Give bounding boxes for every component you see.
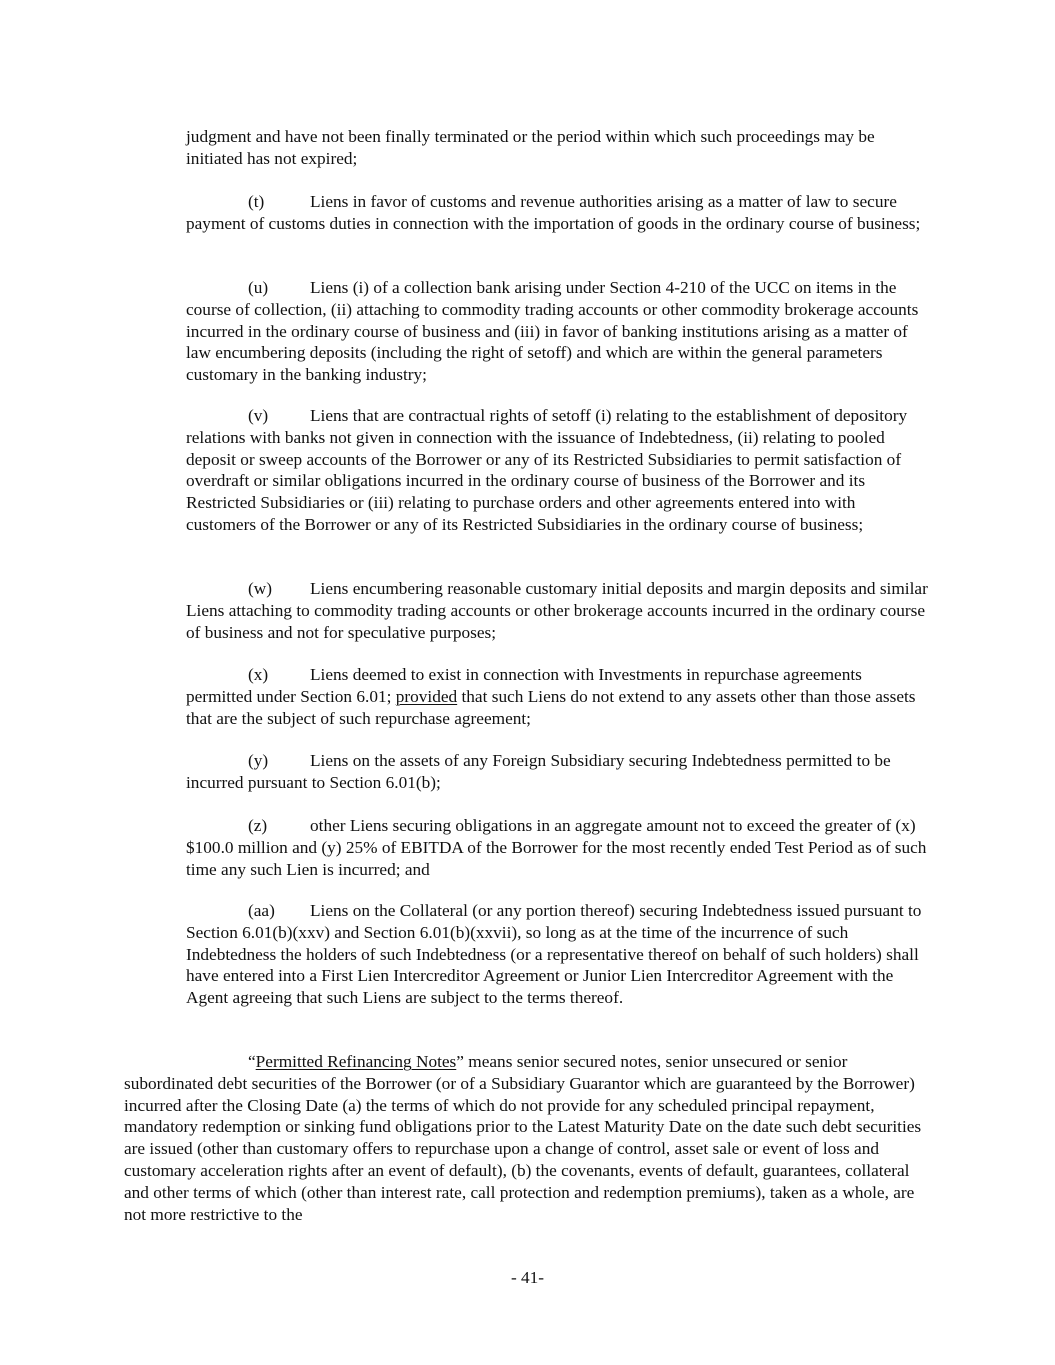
clause-label: (x)	[248, 665, 269, 684]
clause-text: Liens on the Collateral (or any portion thereof) securing Indebtedness issued pursuant to Section 6.01(b)(xxv) and Section 6.01(b)(xxvii), so long as at the time of the incurrence of such Indebtedness the holders of such Indebtedness (or a representative thereof on behalf of such holders) shall have entered into a First Lien Intercreditor Agreement or Junior Lien Intercreditor Agreement with the Agent agreeing that such Liens are subject to the terms thereof.	[186, 901, 922, 1008]
clause-y	[186, 750, 928, 794]
page-number: - 41-	[510, 1268, 545, 1287]
clause-text: Liens (i) of a collection bank arising under Section 4-210 of the UCC on items in the course of collection, (ii) attaching to commodity trading accounts or other commodity brokerage accounts incurred in the ordinary course of business and (iii) in favor of banking institutions arising as a matter of law encumbering deposits (including the right of setoff) and which are within the general parameters customary in the banking industry;	[186, 278, 919, 385]
clause-text: Liens in favor of customs and revenue authorities arising as a matter of law to secure payment of customs duties in connection with the importation of goods in the ordinary course of business;	[186, 192, 921, 233]
clause-z	[186, 815, 928, 880]
clause-t	[186, 191, 928, 235]
clause-label: (v)	[248, 406, 269, 425]
clause-u	[186, 277, 928, 386]
clause-aa	[186, 900, 928, 1009]
clause-label: (aa)	[248, 901, 275, 920]
clause-text: Liens encumbering reasonable customary initial deposits and margin deposits and similar Liens attaching to commodity trading accounts or other brokerage accounts incurred in the ordinary course of business and not for speculative purposes;	[186, 579, 928, 642]
clause-w	[186, 578, 928, 643]
close-quote: ”	[456, 1052, 464, 1071]
clause-text-continued: that such Liens do not extend to any assets other than those assets that are the subject of such repurchase agreement;	[186, 686, 916, 728]
defined-term: Permitted Refinancing Notes	[255, 1052, 457, 1071]
intro-paragraph	[186, 126, 928, 170]
clause-label: (y)	[248, 751, 269, 770]
intro-text: judgment and have not been finally terminated or the period within which such proceedings may be initiated has not expired;	[186, 127, 875, 168]
clause-text: Liens that are contractual rights of setoff (i) relating to the establishment of depository relations with banks not given in connection with the issuance of Indebtedness, (ii) relating to pooled deposit or sweep accounts of the Borrower or any of its Restricted Subsidiaries to permit satisfaction of overdraft or similar obligations incurred in the ordinary course of business of the Borrower and its Restricted Subsidiaries or (iii) relating to purchase orders and other agreements entered into with customers of the Borrower or any of its Restricted Subsidiaries in the ordinary course of business;	[186, 406, 908, 534]
clause-text: Liens on the assets of any Foreign Subsidiary securing Indebtedness permitted to be incurred pursuant to Section 6.01(b);	[186, 751, 891, 792]
definition-permitted-refinancing-notes	[124, 1051, 928, 1225]
clause-label: (z)	[248, 816, 268, 835]
clause-text: Liens deemed to exist in connection with Investments in repurchase agreements permitted under Section 6.01;	[186, 665, 862, 706]
clause-text: other Liens securing obligations in an aggregate amount not to exceed the greater of (x) $100.0 million and (y) 25% of EBITDA of the Borrower for the most recently ended Test Period as of such time any such Lien is incurred; and	[186, 816, 927, 879]
clause-label: (t)	[248, 192, 265, 211]
definition-text: means senior secured notes, senior unsecured or senior subordinated debt securities of the Borrower (or of a Subsidiary Guarantor which are guaranteed by the Borrower) incurred after the Closing Date (a) the terms of which do not provide for any scheduled principal repayment, mandatory redemption or sinking fund obligations prior to the Latest Maturity Date on the date such debt securities are issued (other than customary offers to repurchase upon a change of control, asset sale or event of loss and customary acceleration rights after an event of default), (b) the covenants, events of default, guarantees, collateral and other terms of which (other than interest rate, call protection and redemption premiums), taken as a whole, are not more restrictive to the	[124, 1052, 922, 1224]
clause-x	[186, 664, 928, 729]
clause-label: (w)	[248, 579, 272, 598]
clause-v	[186, 405, 928, 536]
open-quote: “	[248, 1052, 256, 1071]
clause-label: (u)	[248, 278, 269, 297]
provided-term: provided	[395, 686, 458, 706]
